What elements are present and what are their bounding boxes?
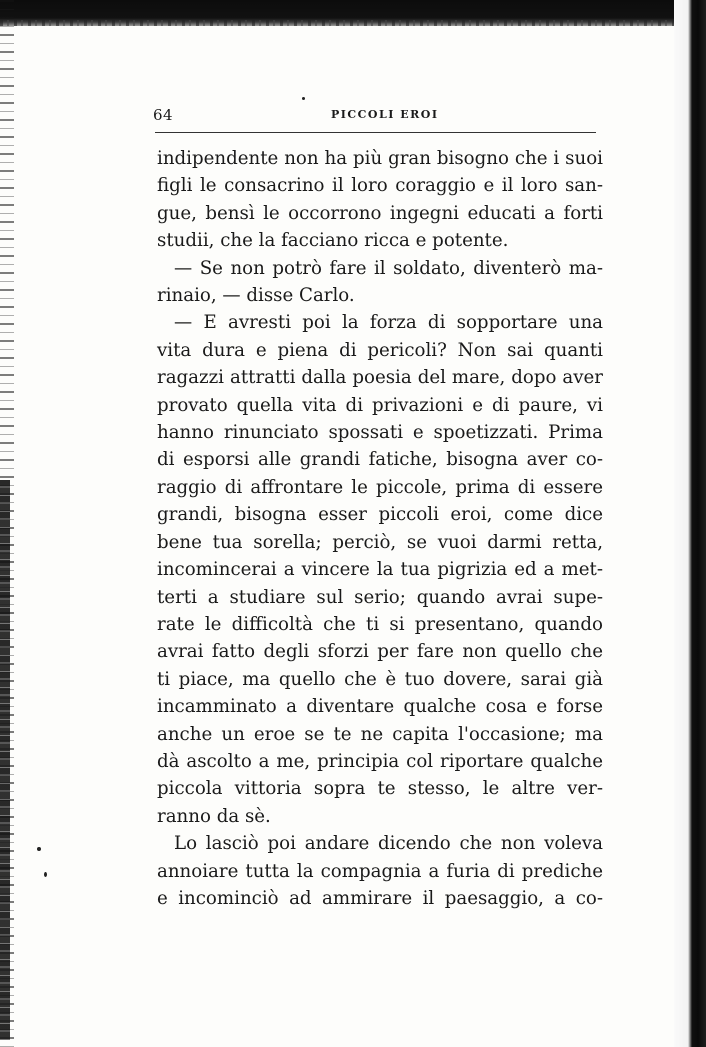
text-line: annoiare tutta la compagnia a furia di prediche [157,860,603,882]
body-text [157,145,603,912]
running-title: PICCOLI EROI [331,108,439,121]
text-line: raggio di affrontare le piccole, prima di essere [157,476,603,498]
ink-speck [44,872,47,877]
header-rule [155,132,596,133]
text-line: piccola vittoria sopra te stesso, le altre ver- [157,778,603,800]
text-line: indipendente non ha più gran bisogno che i suoi [157,148,603,169]
text-line: gue, bensì le occorrono ingegni educati a forti [157,202,603,224]
text-line: ti piace, ma quello che è tuo dovere, sarai già [157,668,603,690]
text-line: dà ascolto a me, principia col riportare qualche [157,750,603,772]
text-line: — E avresti poi la forza di sopportare una [174,312,603,334]
ink-speck [302,97,305,100]
text-line: provato quella vita di privazioni e di paure, vi [157,394,603,416]
page-number: 64 [153,106,174,124]
text-line: di esporsi alle grandi fatiche, bisogna aver co- [157,449,603,471]
text-line: anche un eroe se te ne capita l'occasione; ma [157,723,603,745]
scan-right-edge [674,0,706,1047]
text-line: grandi, bisogna esser piccoli eroi, come dice [157,504,603,526]
book-spine-shadow [0,480,10,1040]
text-line: incamminato a diventare qualche cosa e forse [157,696,603,718]
text-line: Lo lasciò poi andare dicendo che non voleva [174,833,603,855]
text-line: e incominciò ad ammirare il paesaggio, a co- [157,887,603,909]
text-line: avrai fatto degli sforzi per fare non quello che [157,641,603,663]
ink-speck [37,847,41,851]
text-line: — Se non potrò fare il soldato, diventerò ma- [174,257,603,279]
text-line: bene tua sorella; perciò, se vuoi darmi retta, [157,531,603,553]
text-line: ragazzi attratti dalla poesia del mare, dopo aver [157,367,603,389]
text-line: figli le consacrino il loro coraggio e il loro san- [157,175,603,197]
scan-top-shadow [0,0,706,26]
text-line: studii, che la facciano ricca e potente. [157,230,509,252]
text-line: rinaio, — disse Carlo. [157,285,355,307]
text-line: hanno rinunciato spossati e spoetizzati. Prima [157,422,603,444]
text-line: vita dura e piena di pericoli? Non sai quanti [157,339,603,361]
text-line: ranno da sè. [157,805,271,827]
text-line: incomincerai a vincere la tua pigrizia ed a met- [157,559,603,581]
text-line: terti a studiare sul serio; quando avrai supe- [157,586,603,608]
text-line: rate le difficoltà che ti si presentano, quando [157,613,603,635]
